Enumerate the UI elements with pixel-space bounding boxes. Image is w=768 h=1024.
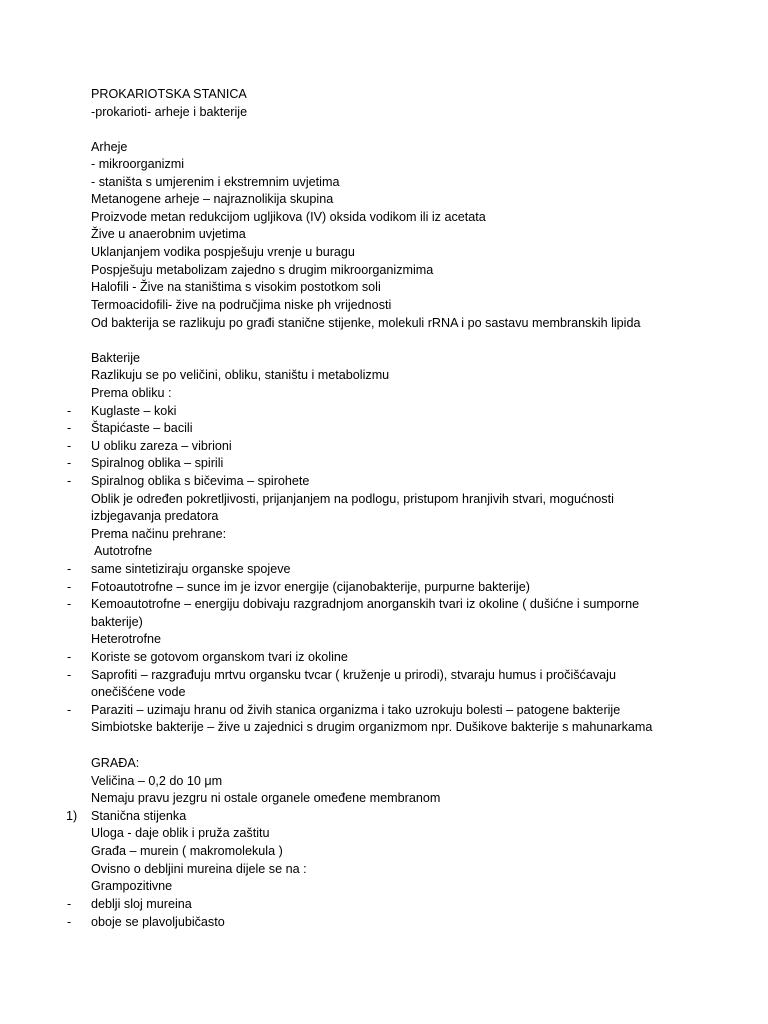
text-line: PROKARIOTSKA STANICA [91,87,247,101]
text-line: onečišćene vode [91,685,186,699]
text-line: same sintetiziraju organske spojeve [91,562,291,576]
text-line: Heterotrofne [91,632,162,646]
text-line: Prema obliku : [91,386,172,400]
text-line: Razlikuju se po veličini, obliku, staništu i metabolizmu [91,368,390,382]
text-line: Uklanjanjem vodika pospješuju vrenje u buragu [91,245,355,259]
text-line: Arheje [91,140,128,154]
text-line: Pospješuju metabolizam zajedno s drugim mikroorganizmima [91,263,434,277]
text-line: Uloga - daje oblik i pruža zaštitu [91,826,270,840]
text-line: Simbiotske bakterije – žive u zajednici s drugim organizmom npr. Dušikove bakterije s mahunarkama [91,720,653,734]
list-bullet: - [67,703,72,717]
list-bullet: - [67,562,72,576]
list-bullet: - [67,915,72,929]
list-bullet: - [67,456,72,470]
list-bullet: - [67,897,72,911]
text-line: Oblik je određen pokretljivosti, prijanjanjem na podlogu, pristupom hranjivih stvari, mogućnosti [91,492,614,506]
text-line: Građa – murein ( makromolekula ) [91,844,283,858]
list-bullet: - [67,650,72,664]
text-line: Spiralnog oblika s bičevima – spirohete [91,474,310,488]
text-line: Stanična stijenka [91,809,187,823]
text-line: Saprofiti – razgrađuju mrtvu organsku tvcar ( kruženje u prirodi), stvaraju humus i pročišćavaju [91,668,616,682]
list-number: 1) [66,809,78,823]
text-line: bakterije) [91,615,143,629]
list-bullet: - [67,580,72,594]
text-line: GRAĐA: [91,756,140,770]
text-line: deblji sloj mureina [91,897,192,911]
text-line: oboje se plavoljubičasto [91,915,225,929]
text-line: Spiralnog oblika – spirili [91,456,224,470]
text-line: - mikroorganizmi [91,157,185,171]
text-line: Koriste se gotovom organskom tvari iz okoline [91,650,348,664]
text-line: Halofili - Žive na staništima s visokim postotkom soli [91,280,381,294]
text-line: Grampozitivne [91,879,173,893]
text-line: Štapićaste – bacili [91,421,193,435]
list-bullet: - [67,474,72,488]
text-line: izbjegavanja predatora [91,509,219,523]
text-line: - staništa s umjerenim i ekstremnim uvjetima [91,175,340,189]
text-line: Veličina – 0,2 do 10 μm [91,774,223,788]
text-line: Kuglaste – koki [91,404,177,418]
text-line: Žive u anaerobnim uvjetima [91,227,246,241]
text-line: Prema načinu prehrane: [91,527,227,541]
text-line: Od bakterija se razlikuju po građi stanične stijenke, molekuli rRNA i po sastavu membranskih lipida [91,316,641,330]
text-line: U obliku zareza – vibrioni [91,439,232,453]
text-line: Ovisno o debljini mureina dijele se na : [91,862,307,876]
text-line: Termoacidofili- žive na područjima niske ph vrijednosti [91,298,392,312]
text-line: Kemoautotrofne – energiju dobivaju razgradnjom anorganskih tvari iz okoline ( dušićne i sumporne [91,597,640,611]
text-line: Fotoautotrofne – sunce im je izvor energije (cijanobakterije, purpurne bakterije) [91,580,530,594]
text-line: Proizvode metan redukcijom ugljikova (IV) oksida vodikom ili iz acetata [91,210,486,224]
text-line: Bakterije [91,351,140,365]
list-bullet: - [67,421,72,435]
text-line: Paraziti – uzimaju hranu od živih stanica organizma i tako uzrokuju bolesti – patogene bakterije [91,703,621,717]
list-bullet: - [67,668,72,682]
list-bullet: - [67,439,72,453]
text-line: Nemaju pravu jezgru ni ostale organele omeđene membranom [91,791,441,805]
text-line: Metanogene arheje – najraznolikija skupina [91,192,334,206]
text-line: -prokarioti- arheje i bakterije [91,105,248,119]
text-line: Autotrofne [94,544,153,558]
list-bullet: - [67,597,72,611]
list-bullet: - [67,404,72,418]
